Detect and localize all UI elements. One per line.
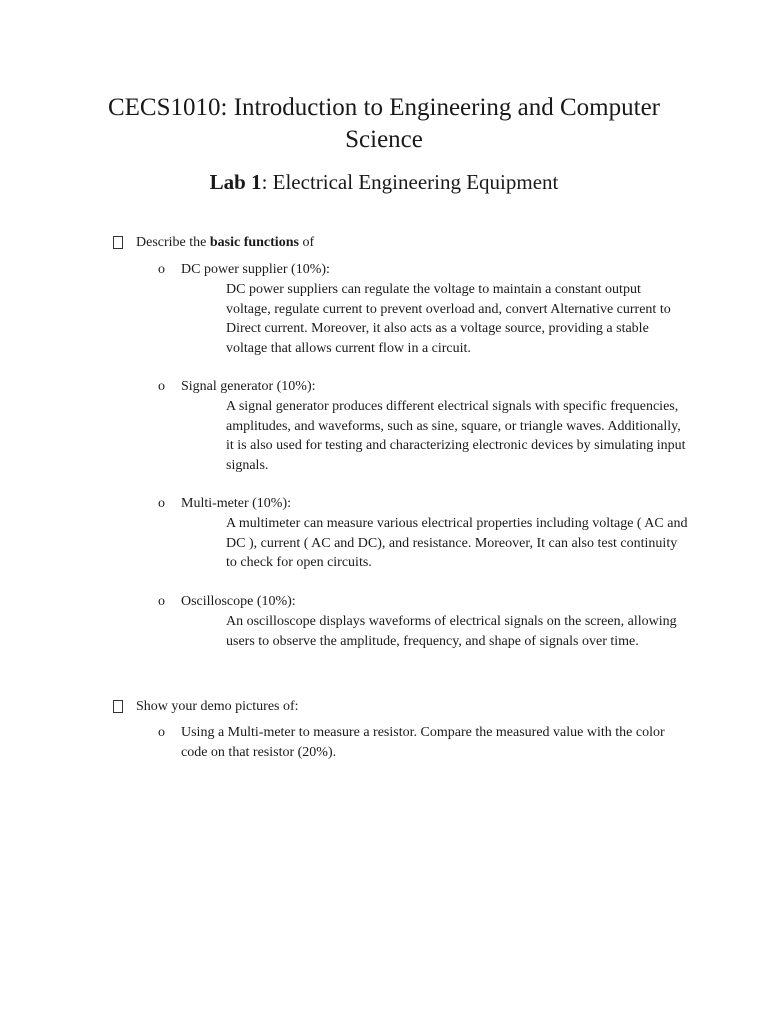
lab-heading [80, 167, 688, 197]
section-describe-bold: basic functions [209, 235, 299, 250]
lab-title: : Electrical Engineering Equipment [261, 170, 559, 194]
section-demo-text: Show your demo pictures of: [136, 699, 299, 714]
section-describe-text [136, 233, 314, 253]
square-bullet-icon [113, 700, 123, 713]
item-description: A multimeter can measure various electrical properties including voltage ( AC and DC ), current ( AC and DC), and resistance. Moreover, It can also test continuity to check for open circuits. [226, 516, 688, 570]
circle-bullet-icon: o [158, 262, 165, 277]
circle-bullet-icon: o [158, 496, 165, 511]
item-label: Oscilloscope (10%): [181, 594, 296, 609]
section-describe-prefix: Describe the [136, 235, 210, 250]
item-description: An oscilloscope displays waveforms of electrical signals on the screen, allowing users to observe the amplitude, frequency, and shape of signals over time. [226, 614, 677, 649]
item-label: Signal generator (10%): [181, 379, 316, 394]
section-describe-suffix: of [298, 235, 315, 250]
item-label: Multi-meter (10%): [181, 496, 292, 511]
circle-bullet-icon: o [158, 725, 165, 740]
circle-bullet-icon: o [158, 379, 165, 394]
item-description: DC power suppliers can regulate the voltage to maintain a constant output voltage, regulate current to prevent overload and, convert Alternative current to Direct current. Moreover, it also acts as a voltage source, providing a stable voltage that allows current flow in a circuit. [226, 282, 671, 356]
circle-bullet-icon: o [158, 594, 165, 609]
square-bullet-icon [113, 236, 123, 249]
item-label: DC power supplier (10%): [181, 262, 330, 277]
document-title: CECS1010: Introduction to Engineering and Computer Science [107, 94, 660, 153]
lab-label: Lab 1 [209, 170, 262, 194]
item-description: A signal generator produces different electrical signals with specific frequencies, amplitudes, and waveforms, such as sine, square, or triangle waves. Additionally, it is also used for testing and characterizing electronic devices by simulating input signals. [226, 399, 686, 473]
item-text: Using a Multi-meter to measure a resistor. Compare the measured value with the color code on that resistor (20%). [181, 725, 665, 760]
